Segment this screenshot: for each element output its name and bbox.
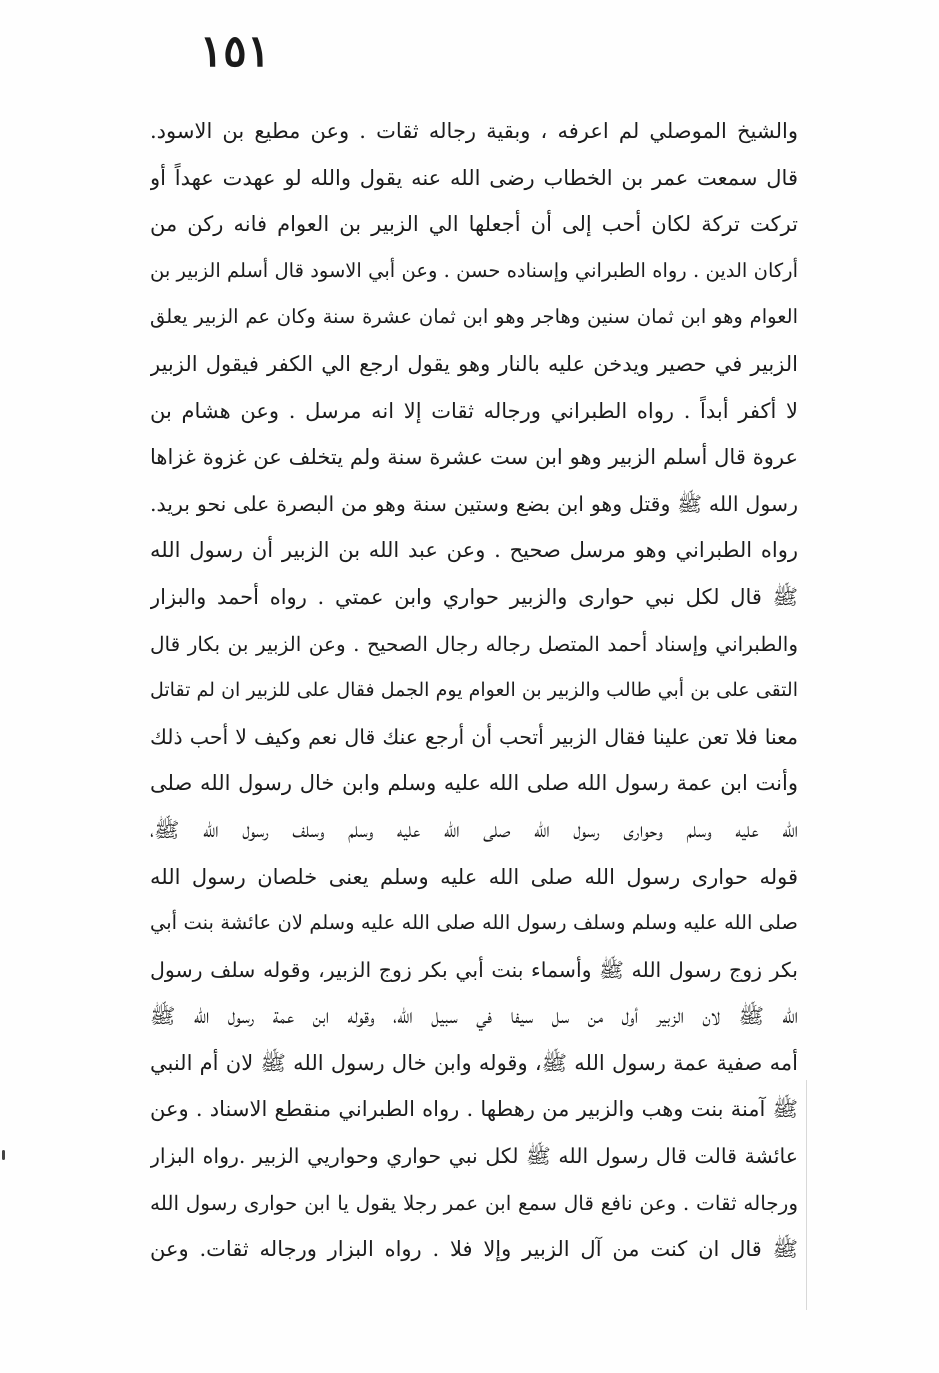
text-line: الزبير في حصير ويدخن عليه بالنار وهو يقول ارجع الي الكفر فيقول الزبير (150, 351, 798, 376)
text-line: قال سمعت عمر بن الخطاب رضى الله عنه يقول والله لو عهدت عهداً أو (150, 165, 798, 190)
page-number: ١٥١ (199, 26, 271, 77)
text-line: ورجاله ثقات . وعن نافع قال سمع ابن عمر رجلا يقول يا ابن حوارى رسول الله (150, 1190, 798, 1215)
text-line: قوله حوارى رسول الله صلى الله عليه وسلم يعنى خلصان رسول الله (150, 864, 798, 889)
text-line: أركان الدين . رواه الطبراني وإسناده حسن . وعن أبي الاسود قال أسلم الزبير بن (150, 258, 798, 282)
text-line: الله عليه وسلم وحوارى رسول الله صلى الله عليه وسلم وسلف رسول الله ﷺ، (150, 817, 798, 842)
scan-speck (2, 1150, 5, 1160)
text-line: لا أكفر أبداً . رواه الطبراني ورجاله ثقات إلا انه مرسل . وعن هشام بن (150, 398, 798, 423)
text-line: العوام وهو ابن ثمان سنين وهاجر وهو ابن ثمان عشرة سنة وكان عم الزبير يعلق (150, 305, 798, 329)
body-text (150, 108, 798, 1273)
text-line: صلى الله عليه وسلم وسلف رسول الله صلى الله عليه وسلم لان عائشة بنت أبي (150, 911, 798, 935)
text-line: والطبراني وإسناد أحمد المتصل رجاله رجال الصحيح . وعن الزبير بن بكار قال (150, 631, 798, 656)
text-line: الله ﷺ لان الزبير أول من سل سيفا في سبيل الله، وقوله ابن عمة رسول الله ﷺ (150, 1004, 798, 1029)
text-line: معنا فلا تعن علينا فقال الزبير أتحب أن أرجع عنك قال نعم وكيف لا أحب ذلك (150, 724, 798, 749)
binding-shadow (806, 1080, 807, 1310)
text-line: التقى على بن أبي طالب والزبير بن العوام يوم الجمل فقال على للزبير ان لم تقاتل (150, 679, 798, 702)
text-line: رسول الله ﷺ وقتل وهو ابن بضع وستين سنة وهو من البصرة على نحو بريد. (150, 491, 798, 516)
text-line: ﷺ آمنة بنت وهب والزبير من رهطها . رواه الطبراني منقطع الاسناد . وعن (150, 1097, 798, 1122)
text-line: وأنت ابن عمة رسول الله صلى الله عليه وسلم وابن خال رسول الله صلى (150, 771, 798, 796)
text-line: رواه الطبراني وهو مرسل صحيح . وعن عبد الله بن الزبير أن رسول الله (150, 538, 798, 563)
text-line: ﷺ قال ان كنت من آل الزبير وإلا فلا . رواه البزار ورجاله ثقات. وعن (150, 1237, 798, 1262)
text-line: عروة قال أسلم الزبير وهو ابن ست عشرة سنة ولم يتخلف عن غزوة غزاها (150, 445, 798, 470)
text-line: والشيخ الموصلي لم اعرفه ، وبقية رجاله ثقات . وعن مطيع بن الاسود. (150, 119, 798, 143)
text-line: عائشة قالت قال رسول الله ﷺ لكل نبي حواري وحواريي الزبير .رواه البزار (150, 1144, 798, 1169)
text-line: بكر زوج رسول الله ﷺ وأسماء بنت أبي بكر زوج الزبير، وقوله سلف رسول (150, 957, 798, 982)
text-line: تركت تركة لكان أحب إلى أن أجعلها الي الزبير بن العوام فانه ركن من (150, 212, 798, 237)
text-line: أمه صفية عمة رسول الله ﷺ، وقوله وابن خال رسول الله ﷺ لان أم النبي (150, 1050, 798, 1075)
text-line: ﷺ قال لكل نبي حوارى والزبير حواري وابن عمتي . رواه أحمد والبزار (150, 584, 798, 609)
